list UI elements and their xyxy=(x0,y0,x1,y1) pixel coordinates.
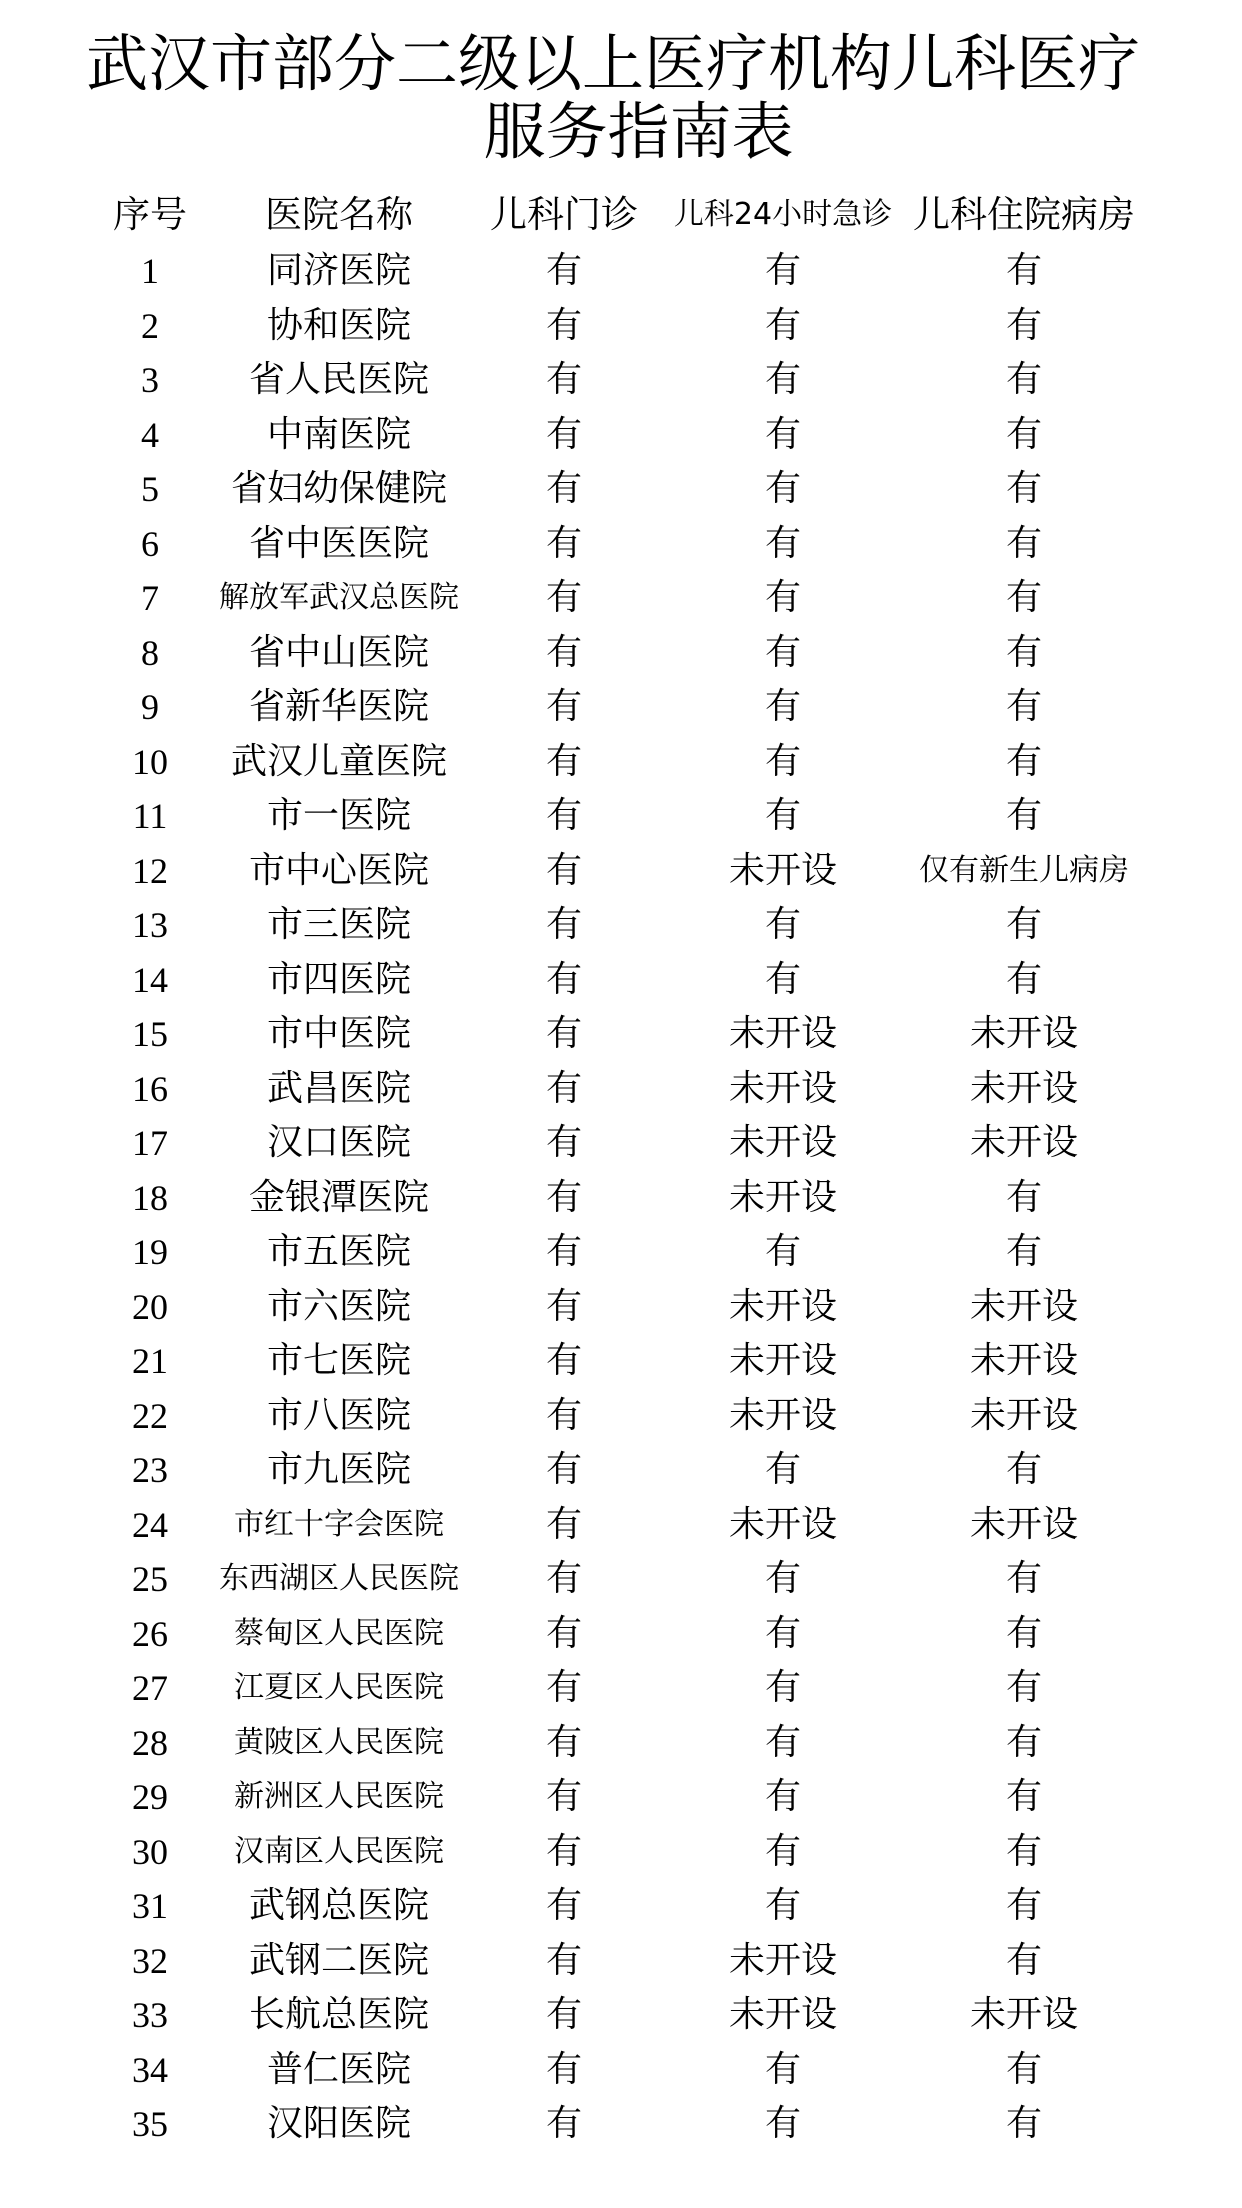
cell-emergency: 有 xyxy=(764,1830,801,1872)
table-row xyxy=(86,953,1146,1008)
cell-ward: 未开设 xyxy=(969,1122,1078,1164)
cell-ward: 有 xyxy=(1005,1612,1042,1654)
table-row xyxy=(86,1988,1146,2043)
cell-ward: 未开设 xyxy=(969,1013,1078,1055)
cell-outpatient: 有 xyxy=(545,1394,582,1436)
cell-hospital: 黄陂区人民医院 xyxy=(234,1724,444,1760)
cell-ward: 未开设 xyxy=(969,1067,1078,1109)
cell-outpatient: 有 xyxy=(545,904,582,946)
cell-ward: 有 xyxy=(1005,413,1042,455)
cell-ward: 有 xyxy=(1005,1449,1042,1491)
cell-ward: 未开设 xyxy=(969,1994,1078,2036)
column-header-hospital: 医院名称 xyxy=(265,193,413,236)
cell-index: 21 xyxy=(132,1341,168,1382)
cell-outpatient: 有 xyxy=(545,577,582,619)
cell-index: 12 xyxy=(132,850,168,891)
cell-index: 20 xyxy=(132,1286,168,1327)
cell-hospital: 省人民医院 xyxy=(248,359,429,401)
cell-index: 8 xyxy=(141,632,159,673)
cell-hospital: 协和医院 xyxy=(266,304,411,346)
cell-outpatient: 有 xyxy=(545,1939,582,1981)
cell-emergency: 未开设 xyxy=(728,1394,837,1436)
cell-hospital: 市一医院 xyxy=(266,795,411,837)
cell-hospital: 市六医院 xyxy=(266,1285,411,1327)
table-row xyxy=(86,462,1146,517)
cell-emergency: 有 xyxy=(764,250,801,292)
cell-ward: 未开设 xyxy=(969,1394,1078,1436)
cell-ward: 有 xyxy=(1005,1231,1042,1273)
column-header-outpatient: 儿科门诊 xyxy=(490,193,638,236)
cell-outpatient: 有 xyxy=(545,1776,582,1818)
cell-emergency: 有 xyxy=(764,1667,801,1709)
cell-ward: 有 xyxy=(1005,522,1042,564)
cell-emergency: 有 xyxy=(764,1885,801,1927)
column-header-index: 序号 xyxy=(113,193,187,236)
cell-ward: 有 xyxy=(1005,740,1042,782)
cell-hospital: 东西湖区人民医院 xyxy=(219,1561,459,1597)
table-row xyxy=(86,1770,1146,1825)
cell-index: 18 xyxy=(132,1177,168,1218)
cell-index: 30 xyxy=(132,1831,168,1872)
cell-hospital: 省中山医院 xyxy=(248,631,429,673)
cell-ward: 未开设 xyxy=(969,1340,1078,1382)
cell-index: 34 xyxy=(132,2049,168,2090)
cell-emergency: 未开设 xyxy=(728,1176,837,1218)
cell-ward: 有 xyxy=(1005,1939,1042,1981)
cell-hospital: 市八医院 xyxy=(266,1394,411,1436)
cell-hospital: 省妇幼保健院 xyxy=(230,468,447,510)
table-header-row xyxy=(86,186,1146,244)
cell-ward: 有 xyxy=(1005,958,1042,1000)
table-header xyxy=(86,186,1146,244)
cell-ward: 有 xyxy=(1005,359,1042,401)
cell-index: 28 xyxy=(132,1722,168,1763)
cell-hospital: 同济医院 xyxy=(266,250,411,292)
cell-ward: 未开设 xyxy=(969,1503,1078,1545)
table-row xyxy=(86,353,1146,408)
cell-outpatient: 有 xyxy=(545,740,582,782)
table-row xyxy=(86,571,1146,626)
cell-outpatient: 有 xyxy=(545,2103,582,2145)
table-body xyxy=(86,244,1146,2152)
cell-outpatient: 有 xyxy=(545,1176,582,1218)
cell-emergency: 有 xyxy=(764,1231,801,1273)
table-row xyxy=(86,1825,1146,1880)
cell-hospital: 市五医院 xyxy=(266,1231,411,1273)
table-row xyxy=(86,1007,1146,1062)
table-row xyxy=(86,1334,1146,1389)
column-header-emergency: 儿科24小时急诊 xyxy=(673,197,893,232)
cell-emergency: 未开设 xyxy=(728,1285,837,1327)
table-row xyxy=(86,1934,1146,1989)
table-row xyxy=(86,1661,1146,1716)
cell-ward: 有 xyxy=(1005,904,1042,946)
cell-index: 24 xyxy=(132,1504,168,1545)
column-header-ward: 儿科住院病房 xyxy=(913,193,1135,236)
cell-outpatient: 有 xyxy=(545,1067,582,1109)
cell-emergency: 有 xyxy=(764,904,801,946)
table-row xyxy=(86,626,1146,681)
cell-outpatient: 有 xyxy=(545,2048,582,2090)
cell-hospital: 市红十字会医院 xyxy=(234,1506,444,1542)
cell-ward: 有 xyxy=(1005,795,1042,837)
cell-hospital: 武钢二医院 xyxy=(248,1939,429,1981)
cell-outpatient: 有 xyxy=(545,1994,582,2036)
cell-outpatient: 有 xyxy=(545,631,582,673)
cell-outpatient: 有 xyxy=(545,522,582,564)
cell-outpatient: 有 xyxy=(545,1013,582,1055)
cell-hospital: 新洲区人民医院 xyxy=(234,1779,444,1815)
cell-index: 11 xyxy=(132,796,168,837)
cell-outpatient: 有 xyxy=(545,1122,582,1164)
cell-index: 16 xyxy=(132,1068,168,1109)
cell-index: 33 xyxy=(132,1995,168,2036)
cell-emergency: 有 xyxy=(764,1776,801,1818)
cell-index: 7 xyxy=(141,578,159,619)
table-row xyxy=(86,1280,1146,1335)
cell-outpatient: 有 xyxy=(545,1667,582,1709)
page-title-line-1: 武汉市部分二级以上医疗机构儿科医疗 xyxy=(86,27,1141,100)
table-row xyxy=(86,680,1146,735)
table-row xyxy=(86,898,1146,953)
cell-ward: 有 xyxy=(1005,1885,1042,1927)
page-title xyxy=(86,27,1191,168)
cell-index: 29 xyxy=(132,1777,168,1818)
cell-hospital: 江夏区人民医院 xyxy=(234,1670,444,1706)
cell-outpatient: 有 xyxy=(545,1885,582,1927)
cell-outpatient: 有 xyxy=(545,359,582,401)
cell-index: 27 xyxy=(132,1668,168,1709)
cell-emergency: 未开设 xyxy=(728,1994,837,2036)
cell-ward: 有 xyxy=(1005,468,1042,510)
cell-outpatient: 有 xyxy=(545,468,582,510)
cell-ward: 有 xyxy=(1005,2103,1042,2145)
cell-outpatient: 有 xyxy=(545,1558,582,1600)
table-row xyxy=(86,1552,1146,1607)
cell-index: 5 xyxy=(141,469,159,510)
cell-hospital: 市七医院 xyxy=(266,1340,411,1382)
table-row xyxy=(86,789,1146,844)
cell-emergency: 有 xyxy=(764,2103,801,2145)
cell-hospital: 市四医院 xyxy=(266,958,411,1000)
cell-outpatient: 有 xyxy=(545,1830,582,1872)
cell-outpatient: 有 xyxy=(545,1449,582,1491)
cell-emergency: 有 xyxy=(764,740,801,782)
cell-ward: 有 xyxy=(1005,2048,1042,2090)
cell-ward: 有 xyxy=(1005,304,1042,346)
cell-emergency: 有 xyxy=(764,1558,801,1600)
table-row xyxy=(86,1443,1146,1498)
table-row xyxy=(86,1879,1146,1934)
table-row xyxy=(86,1389,1146,1444)
table-row xyxy=(86,1171,1146,1226)
cell-hospital: 金银潭医院 xyxy=(248,1176,429,1218)
cell-emergency: 有 xyxy=(764,631,801,673)
cell-index: 35 xyxy=(132,2104,168,2145)
cell-index: 31 xyxy=(132,1886,168,1927)
cell-index: 14 xyxy=(132,959,168,1000)
cell-ward: 有 xyxy=(1005,1830,1042,1872)
cell-outpatient: 有 xyxy=(545,1231,582,1273)
cell-hospital: 省中医医院 xyxy=(248,522,429,564)
cell-emergency: 有 xyxy=(764,577,801,619)
page-title-line-2: 服务指南表 xyxy=(483,95,794,168)
cell-ward: 有 xyxy=(1005,1667,1042,1709)
cell-index: 13 xyxy=(132,905,168,946)
cell-emergency: 未开设 xyxy=(728,1939,837,1981)
cell-index: 3 xyxy=(141,360,159,401)
table-row xyxy=(86,2043,1146,2098)
cell-emergency: 有 xyxy=(764,795,801,837)
cell-index: 22 xyxy=(132,1395,168,1436)
cell-outpatient: 有 xyxy=(545,1285,582,1327)
cell-outpatient: 有 xyxy=(545,849,582,891)
cell-index: 25 xyxy=(132,1559,168,1600)
table-row xyxy=(86,244,1146,299)
cell-hospital: 中南医院 xyxy=(266,413,411,455)
cell-emergency: 未开设 xyxy=(728,1340,837,1382)
cell-index: 6 xyxy=(141,523,159,564)
cell-hospital: 汉口医院 xyxy=(266,1122,411,1164)
cell-ward: 有 xyxy=(1005,1558,1042,1600)
cell-emergency: 有 xyxy=(764,1612,801,1654)
cell-emergency: 有 xyxy=(764,2048,801,2090)
cell-emergency: 未开设 xyxy=(728,1013,837,1055)
table-row xyxy=(86,299,1146,354)
cell-index: 26 xyxy=(132,1613,168,1654)
table-row xyxy=(86,1225,1146,1280)
cell-outpatient: 有 xyxy=(545,413,582,455)
cell-hospital: 武昌医院 xyxy=(266,1067,411,1109)
cell-outpatient: 有 xyxy=(545,958,582,1000)
cell-outpatient: 有 xyxy=(545,1612,582,1654)
cell-index: 4 xyxy=(141,414,159,455)
table-row xyxy=(86,408,1146,463)
cell-emergency: 未开设 xyxy=(728,1067,837,1109)
cell-index: 23 xyxy=(132,1450,168,1491)
cell-hospital: 武汉儿童医院 xyxy=(230,740,447,782)
cell-hospital: 解放军武汉总医院 xyxy=(219,580,459,616)
cell-index: 17 xyxy=(132,1123,168,1164)
cell-emergency: 未开设 xyxy=(728,1503,837,1545)
cell-emergency: 有 xyxy=(764,522,801,564)
cell-emergency: 有 xyxy=(764,1721,801,1763)
table-row xyxy=(86,1116,1146,1171)
cell-index: 15 xyxy=(132,1014,168,1055)
cell-ward: 有 xyxy=(1005,1721,1042,1763)
cell-emergency: 有 xyxy=(764,304,801,346)
cell-index: 2 xyxy=(141,305,159,346)
table-row xyxy=(86,517,1146,572)
cell-outpatient: 有 xyxy=(545,1340,582,1382)
cell-index: 9 xyxy=(141,687,159,728)
cell-hospital: 市中医院 xyxy=(266,1013,411,1055)
cell-index: 19 xyxy=(132,1232,168,1273)
cell-hospital: 汉南区人民医院 xyxy=(234,1833,444,1869)
cell-ward: 有 xyxy=(1005,250,1042,292)
cell-index: 1 xyxy=(141,251,159,292)
table-row xyxy=(86,1607,1146,1662)
cell-hospital: 长航总医院 xyxy=(248,1994,429,2036)
table-row xyxy=(86,1716,1146,1771)
cell-ward: 有 xyxy=(1005,1776,1042,1818)
cell-emergency: 有 xyxy=(764,468,801,510)
cell-emergency: 未开设 xyxy=(728,1122,837,1164)
cell-outpatient: 有 xyxy=(545,795,582,837)
cell-ward: 有 xyxy=(1005,631,1042,673)
cell-emergency: 未开设 xyxy=(728,849,837,891)
cell-outpatient: 有 xyxy=(545,1721,582,1763)
hospital-pediatric-services-table xyxy=(86,186,1146,2152)
cell-outpatient: 有 xyxy=(545,250,582,292)
cell-hospital: 汉阳医院 xyxy=(266,2103,411,2145)
cell-ward: 未开设 xyxy=(969,1285,1078,1327)
cell-index: 10 xyxy=(132,741,168,782)
cell-emergency: 有 xyxy=(764,686,801,728)
cell-emergency: 有 xyxy=(764,359,801,401)
table-row xyxy=(86,844,1146,899)
cell-ward: 有 xyxy=(1005,686,1042,728)
cell-ward: 有 xyxy=(1005,1176,1042,1218)
cell-outpatient: 有 xyxy=(545,1503,582,1545)
cell-outpatient: 有 xyxy=(545,304,582,346)
cell-hospital: 市三医院 xyxy=(266,904,411,946)
cell-emergency: 有 xyxy=(764,413,801,455)
table-row xyxy=(86,2097,1146,2152)
cell-hospital: 市九医院 xyxy=(266,1449,411,1491)
cell-ward: 仅有新生儿病房 xyxy=(919,852,1129,888)
cell-index: 32 xyxy=(132,1940,168,1981)
table-row xyxy=(86,1498,1146,1553)
cell-ward: 有 xyxy=(1005,577,1042,619)
table-row xyxy=(86,1062,1146,1117)
cell-hospital: 普仁医院 xyxy=(266,2048,411,2090)
cell-hospital: 省新华医院 xyxy=(248,686,429,728)
cell-hospital: 蔡甸区人民医院 xyxy=(234,1615,444,1651)
cell-hospital: 武钢总医院 xyxy=(248,1885,429,1927)
cell-emergency: 有 xyxy=(764,958,801,1000)
table-row xyxy=(86,735,1146,790)
cell-emergency: 有 xyxy=(764,1449,801,1491)
cell-hospital: 市中心医院 xyxy=(248,849,429,891)
cell-outpatient: 有 xyxy=(545,686,582,728)
